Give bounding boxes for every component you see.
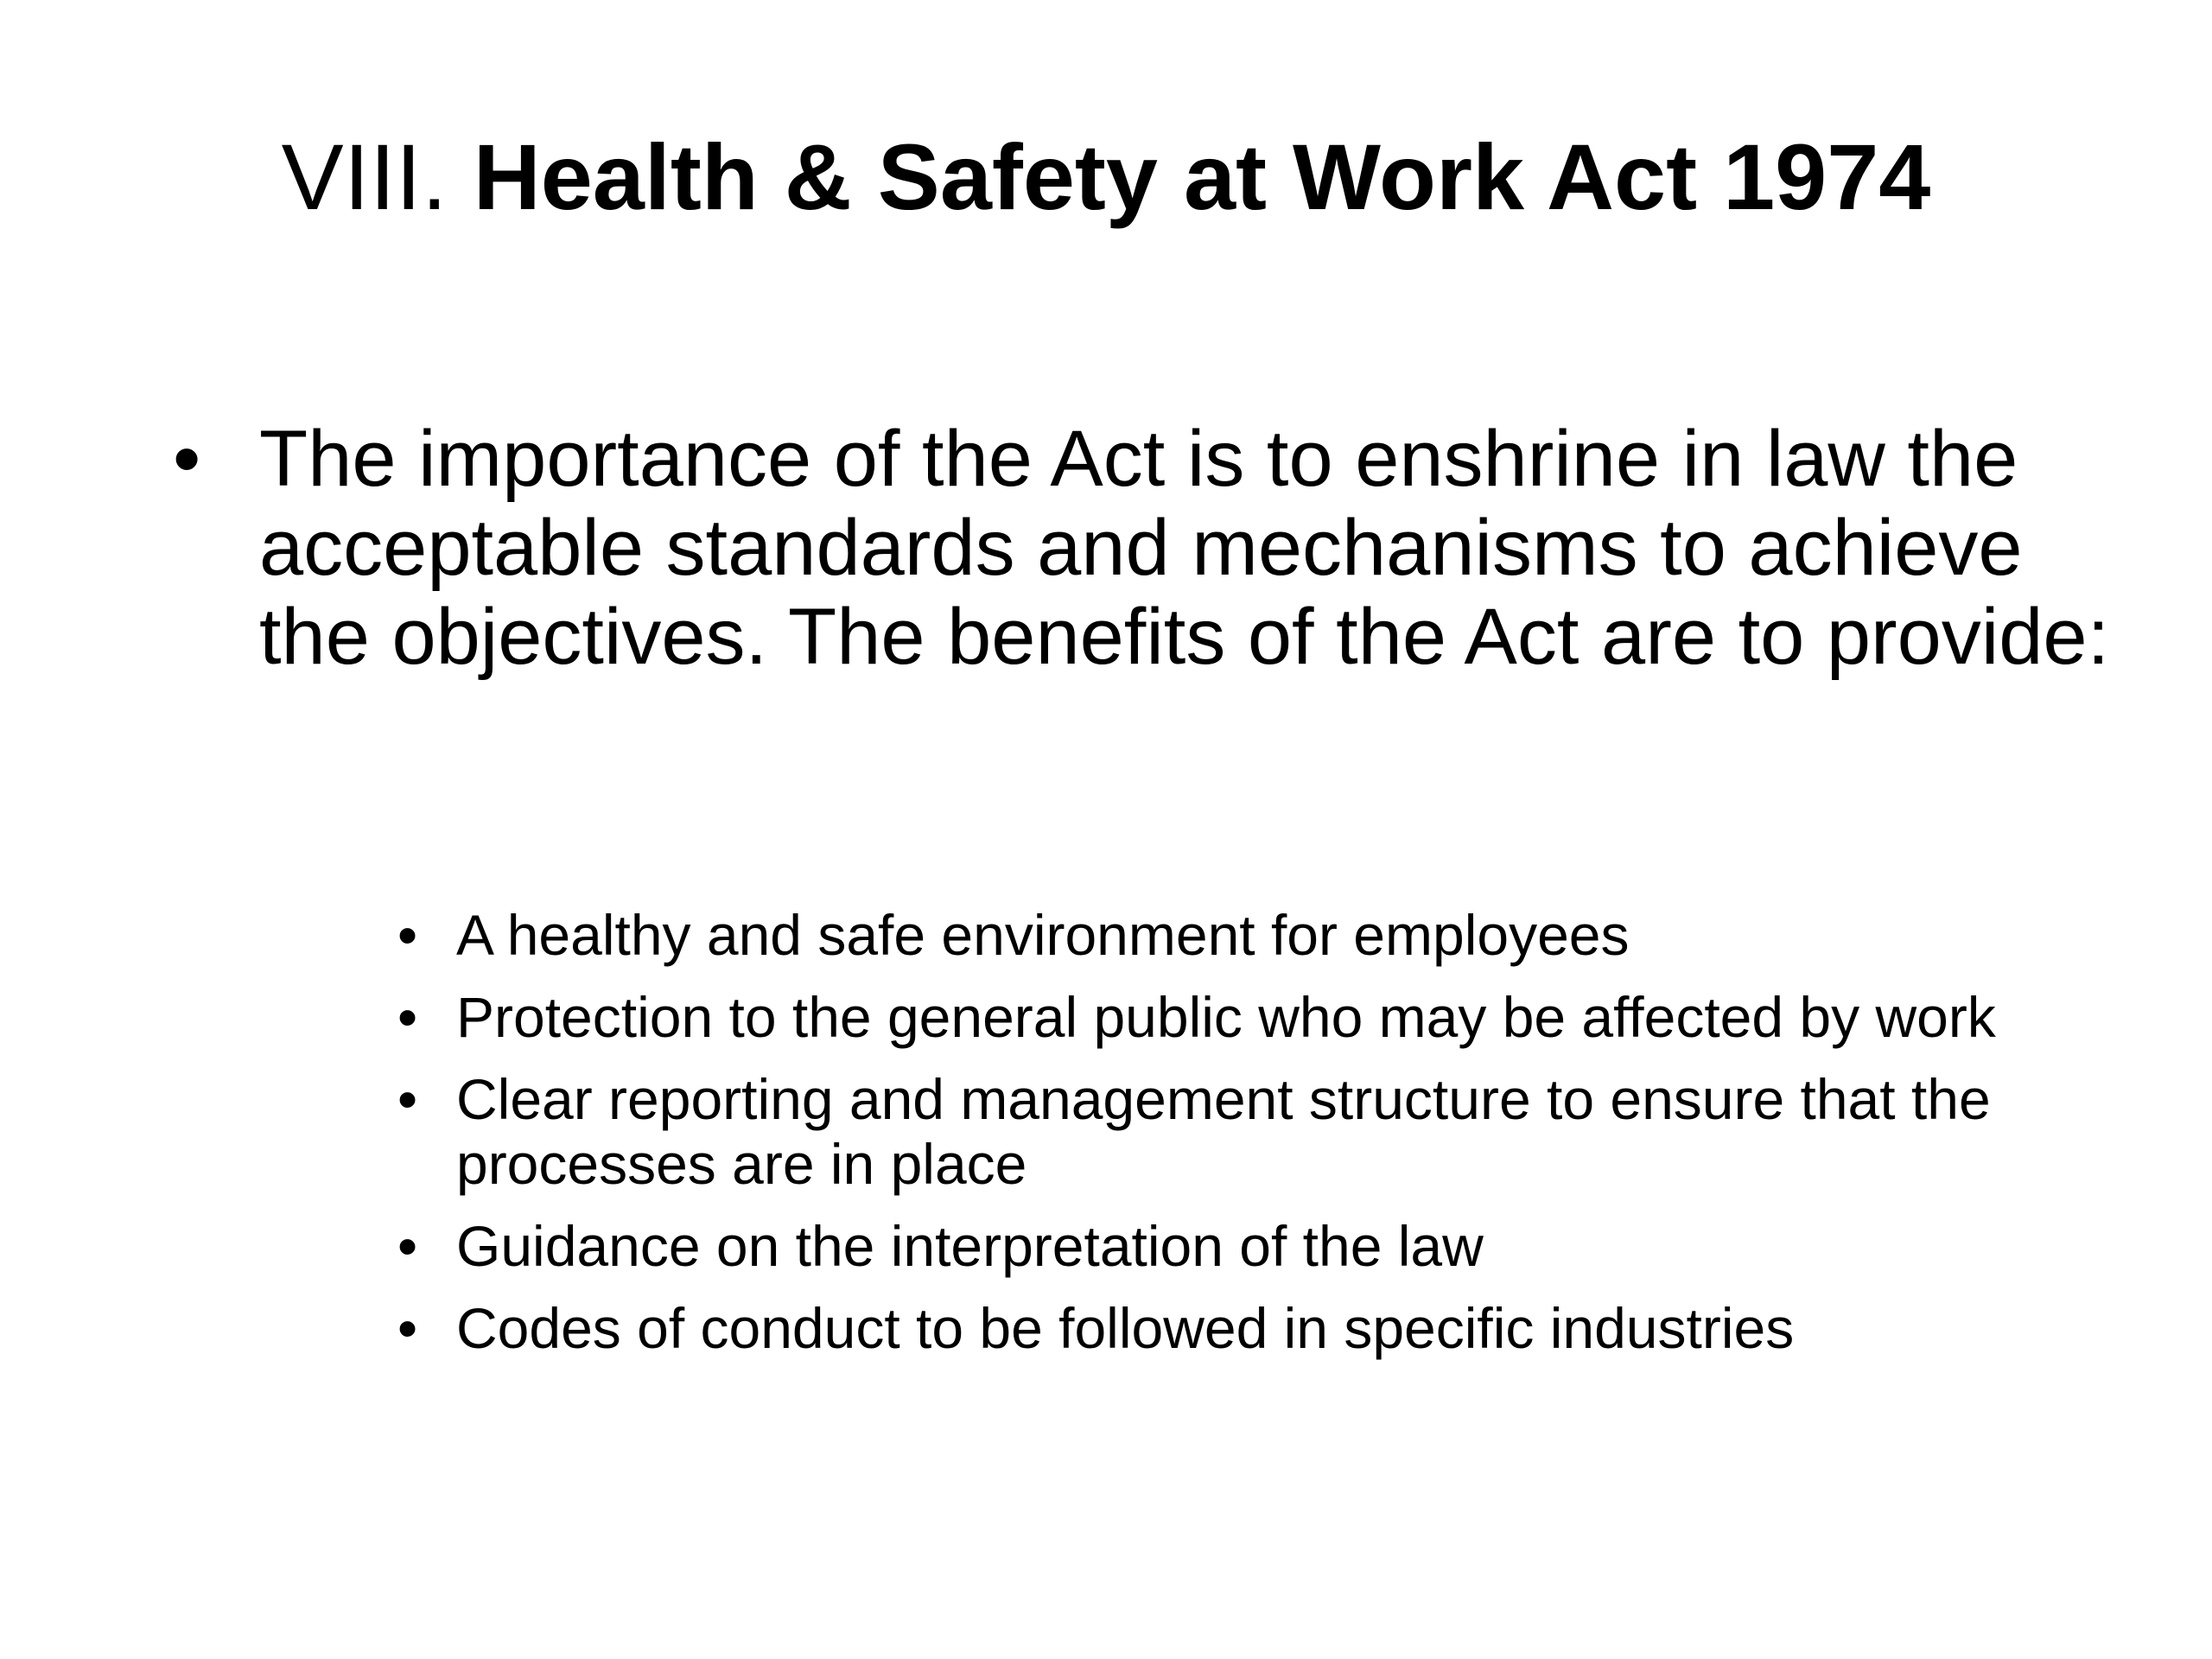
slide-title — [0, 121, 2212, 233]
bullet-icon: • — [397, 1067, 418, 1131]
benefit-text: Codes of conduct to be followed in specific industries — [456, 1296, 1795, 1360]
bullet-icon: • — [397, 985, 418, 1049]
list-item — [397, 1296, 2091, 1361]
bullet-icon: • — [173, 415, 201, 503]
list-item — [397, 1214, 2091, 1279]
benefit-text: Protection to the general public who may be affected by work — [456, 985, 1996, 1049]
bullet-icon: • — [397, 903, 418, 967]
title-main: Health & Safety at Work Act 1974 — [473, 124, 1931, 229]
list-item — [397, 903, 2091, 968]
intro-text: The importance of the Act is to enshrine in law the acceptable standards and mechanisms to achieve the objectives. The benefits of the Act are to provide: — [259, 415, 2110, 681]
bullet-icon: • — [397, 1214, 418, 1278]
list-item — [397, 1067, 2091, 1197]
benefit-text: Clear reporting and management structure to ensure that the processes are in place — [456, 1067, 1991, 1196]
title-prefix: VIII. — [281, 124, 474, 229]
benefit-text: Guidance on the interpretation of the law — [456, 1214, 1484, 1278]
benefit-text: A healthy and safe environment for employees — [456, 903, 1630, 967]
slide-body — [173, 415, 2110, 682]
bullet-icon: • — [397, 1296, 418, 1360]
intro-bullet — [173, 415, 2117, 682]
benefits-list — [397, 903, 2091, 1378]
list-item — [397, 985, 2091, 1050]
